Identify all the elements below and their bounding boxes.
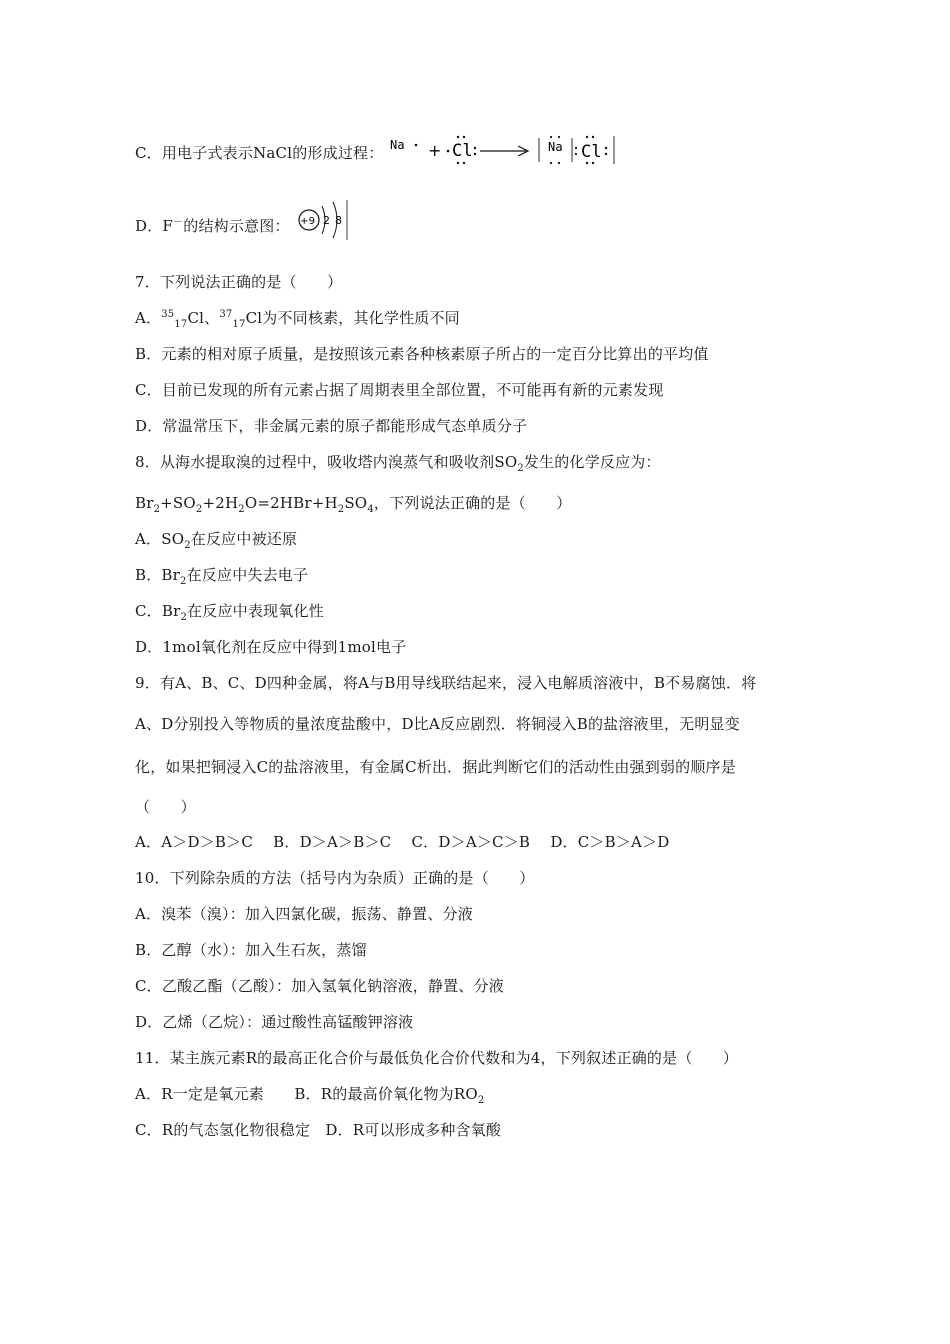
q10-option-a: A．溴苯（溴）：加入四氯化碳，振荡、静置、分液 xyxy=(135,905,473,923)
q7-a-atomic-17b: 17 xyxy=(232,319,246,330)
q8-b-pre: B．Br xyxy=(135,566,181,584)
q11-ab-sub: 2 xyxy=(477,1095,485,1106)
q8-stem-pre: 8．从海水提取溴的过程中，吸收塔内溴蒸气和吸收剂SO xyxy=(135,453,518,471)
q8-a-sub: 2 xyxy=(184,540,191,551)
fluoride-ion-structure-diagram xyxy=(295,198,351,242)
eq-o: O=2HBr+H xyxy=(244,494,338,512)
q8-option-d: D．1mol氧化剂在反应中得到1mol电子 xyxy=(135,638,407,656)
q8-equation xyxy=(135,493,571,513)
plus-sign: + xyxy=(428,141,442,160)
q7-a-label: A． xyxy=(135,309,162,327)
q6-option-c-text: C．用电子式表示NaCl的形成过程： xyxy=(135,144,384,162)
q8-c-sub: 2 xyxy=(180,612,188,623)
eq-tail: ，下列说法正确的是（ ） xyxy=(373,494,572,512)
q8-option-a xyxy=(135,529,297,549)
q8-c-pre: C．Br xyxy=(135,602,181,620)
q8-c-tail: 在反应中表现氧化性 xyxy=(187,602,324,620)
q8-option-b xyxy=(135,565,308,585)
q8-stem xyxy=(135,452,661,472)
q9-options: A．A＞D＞B＞C B．D＞A＞B＞C C．D＞A＞C＞B D．C＞B＞A＞D xyxy=(135,833,670,851)
eq-so4: SO xyxy=(344,494,368,512)
eq-br-sub: 2 xyxy=(153,504,161,515)
q11-stem: 11．某主族元素R的最高正化合价与最低负化合价代数和为4，下列叙述正确的是（ ） xyxy=(135,1049,739,1067)
q8-option-c xyxy=(135,601,324,621)
q8-stem-sub: 2 xyxy=(517,463,524,474)
q6-option-d xyxy=(135,212,351,242)
eq-br: Br xyxy=(135,494,154,512)
eq-so-sub: 2 xyxy=(195,504,203,515)
na-symbol: Na xyxy=(390,138,406,152)
q7-a-mass-35: 35 xyxy=(161,309,175,320)
q7-a-tail: Cl为不同核素，其化学性质不同 xyxy=(245,309,460,327)
q10-stem: 10．下列除杂质的方法（括号内为杂质）正确的是（ ） xyxy=(135,869,535,887)
eq-so: +SO xyxy=(160,494,196,512)
shell-2-count: 8 xyxy=(334,214,342,227)
q7-a-atomic-17a: 17 xyxy=(174,319,188,330)
q10-option-c: C．乙酸乙酯（乙酸）：加入氢氧化钠溶液，静置、分液 xyxy=(135,977,504,995)
q7-a-mid: Cl、 xyxy=(187,309,220,327)
eq-h: +2H xyxy=(202,494,239,512)
q11-options-ab xyxy=(135,1084,484,1104)
q9-line-2: A、D分别投入等物质的量浓度盐酸中，D比A反应剧烈．将铜浸入B的盐溶液里，无明显变 xyxy=(135,715,740,733)
eq-h2-sub: 2 xyxy=(337,504,345,515)
nacl-electron-formula-figure xyxy=(388,132,620,168)
nucleus-charge: +9 xyxy=(299,216,315,227)
cl-ion-symbol: Cl xyxy=(581,142,603,162)
q6-option-c xyxy=(135,140,620,168)
q7-stem: 7．下列说法正确的是（ ） xyxy=(135,273,343,291)
q8-stem-tail: 发生的化学反应为： xyxy=(523,453,661,471)
q8-b-tail: 在反应中失去电子 xyxy=(186,566,309,584)
q11-ab-pre: A．R一定是氧元素 B．R的最高价氧化物为RO xyxy=(135,1085,478,1103)
q7-option-a xyxy=(135,308,460,328)
cl-symbol: Cl xyxy=(452,141,474,161)
shell-1-count: 2 xyxy=(322,214,330,227)
q7-option-c: C．目前已发现的所有元素占据了周期表里全部位置，不可能再有新的元素发现 xyxy=(135,381,664,399)
eq-so4-sub: 4 xyxy=(367,504,374,515)
eq-h-sub: 2 xyxy=(238,504,245,515)
q6-option-d-tail: 的结构示意图： xyxy=(183,217,290,235)
q7-option-d: D．常温常压下，非金属元素的原子都能形成气态单质分子 xyxy=(135,417,528,435)
q9-line-1: 9．有A、B、C、D四种金属，将A与B用导线联结起来，浸入电解质溶液中，B不易腐蚀．将 xyxy=(135,674,757,692)
q6-option-d-sup: － xyxy=(173,217,184,228)
q8-b-sub: 2 xyxy=(180,576,187,587)
q7-a-mass-37: 37 xyxy=(219,309,233,320)
q11-options-cd: C．R的气态氢化物很稳定 D．R可以形成多种含氧酸 xyxy=(135,1121,502,1139)
q10-option-b: B．乙醇（水）：加入生石灰，蒸馏 xyxy=(135,941,367,959)
q8-a-tail: 在反应中被还原 xyxy=(190,530,298,548)
q6-option-d-text: D．F xyxy=(135,217,174,235)
q7-option-b: B．元素的相对原子质量，是按照该元素各种核素原子所占的一定百分比算出的平均值 xyxy=(135,345,709,363)
q10-option-d: D．乙烯（乙烷）：通过酸性高锰酸钾溶液 xyxy=(135,1013,414,1031)
q8-a-pre: A．SO xyxy=(135,530,185,548)
q9-line-4: （ ） xyxy=(135,798,196,816)
na-ion-symbol: Na xyxy=(548,140,564,154)
q9-line-3: 化，如果把铜浸入C的盐溶液里，有金属C析出．据此判断它们的活动性由强到弱的顺序是 xyxy=(135,758,736,776)
